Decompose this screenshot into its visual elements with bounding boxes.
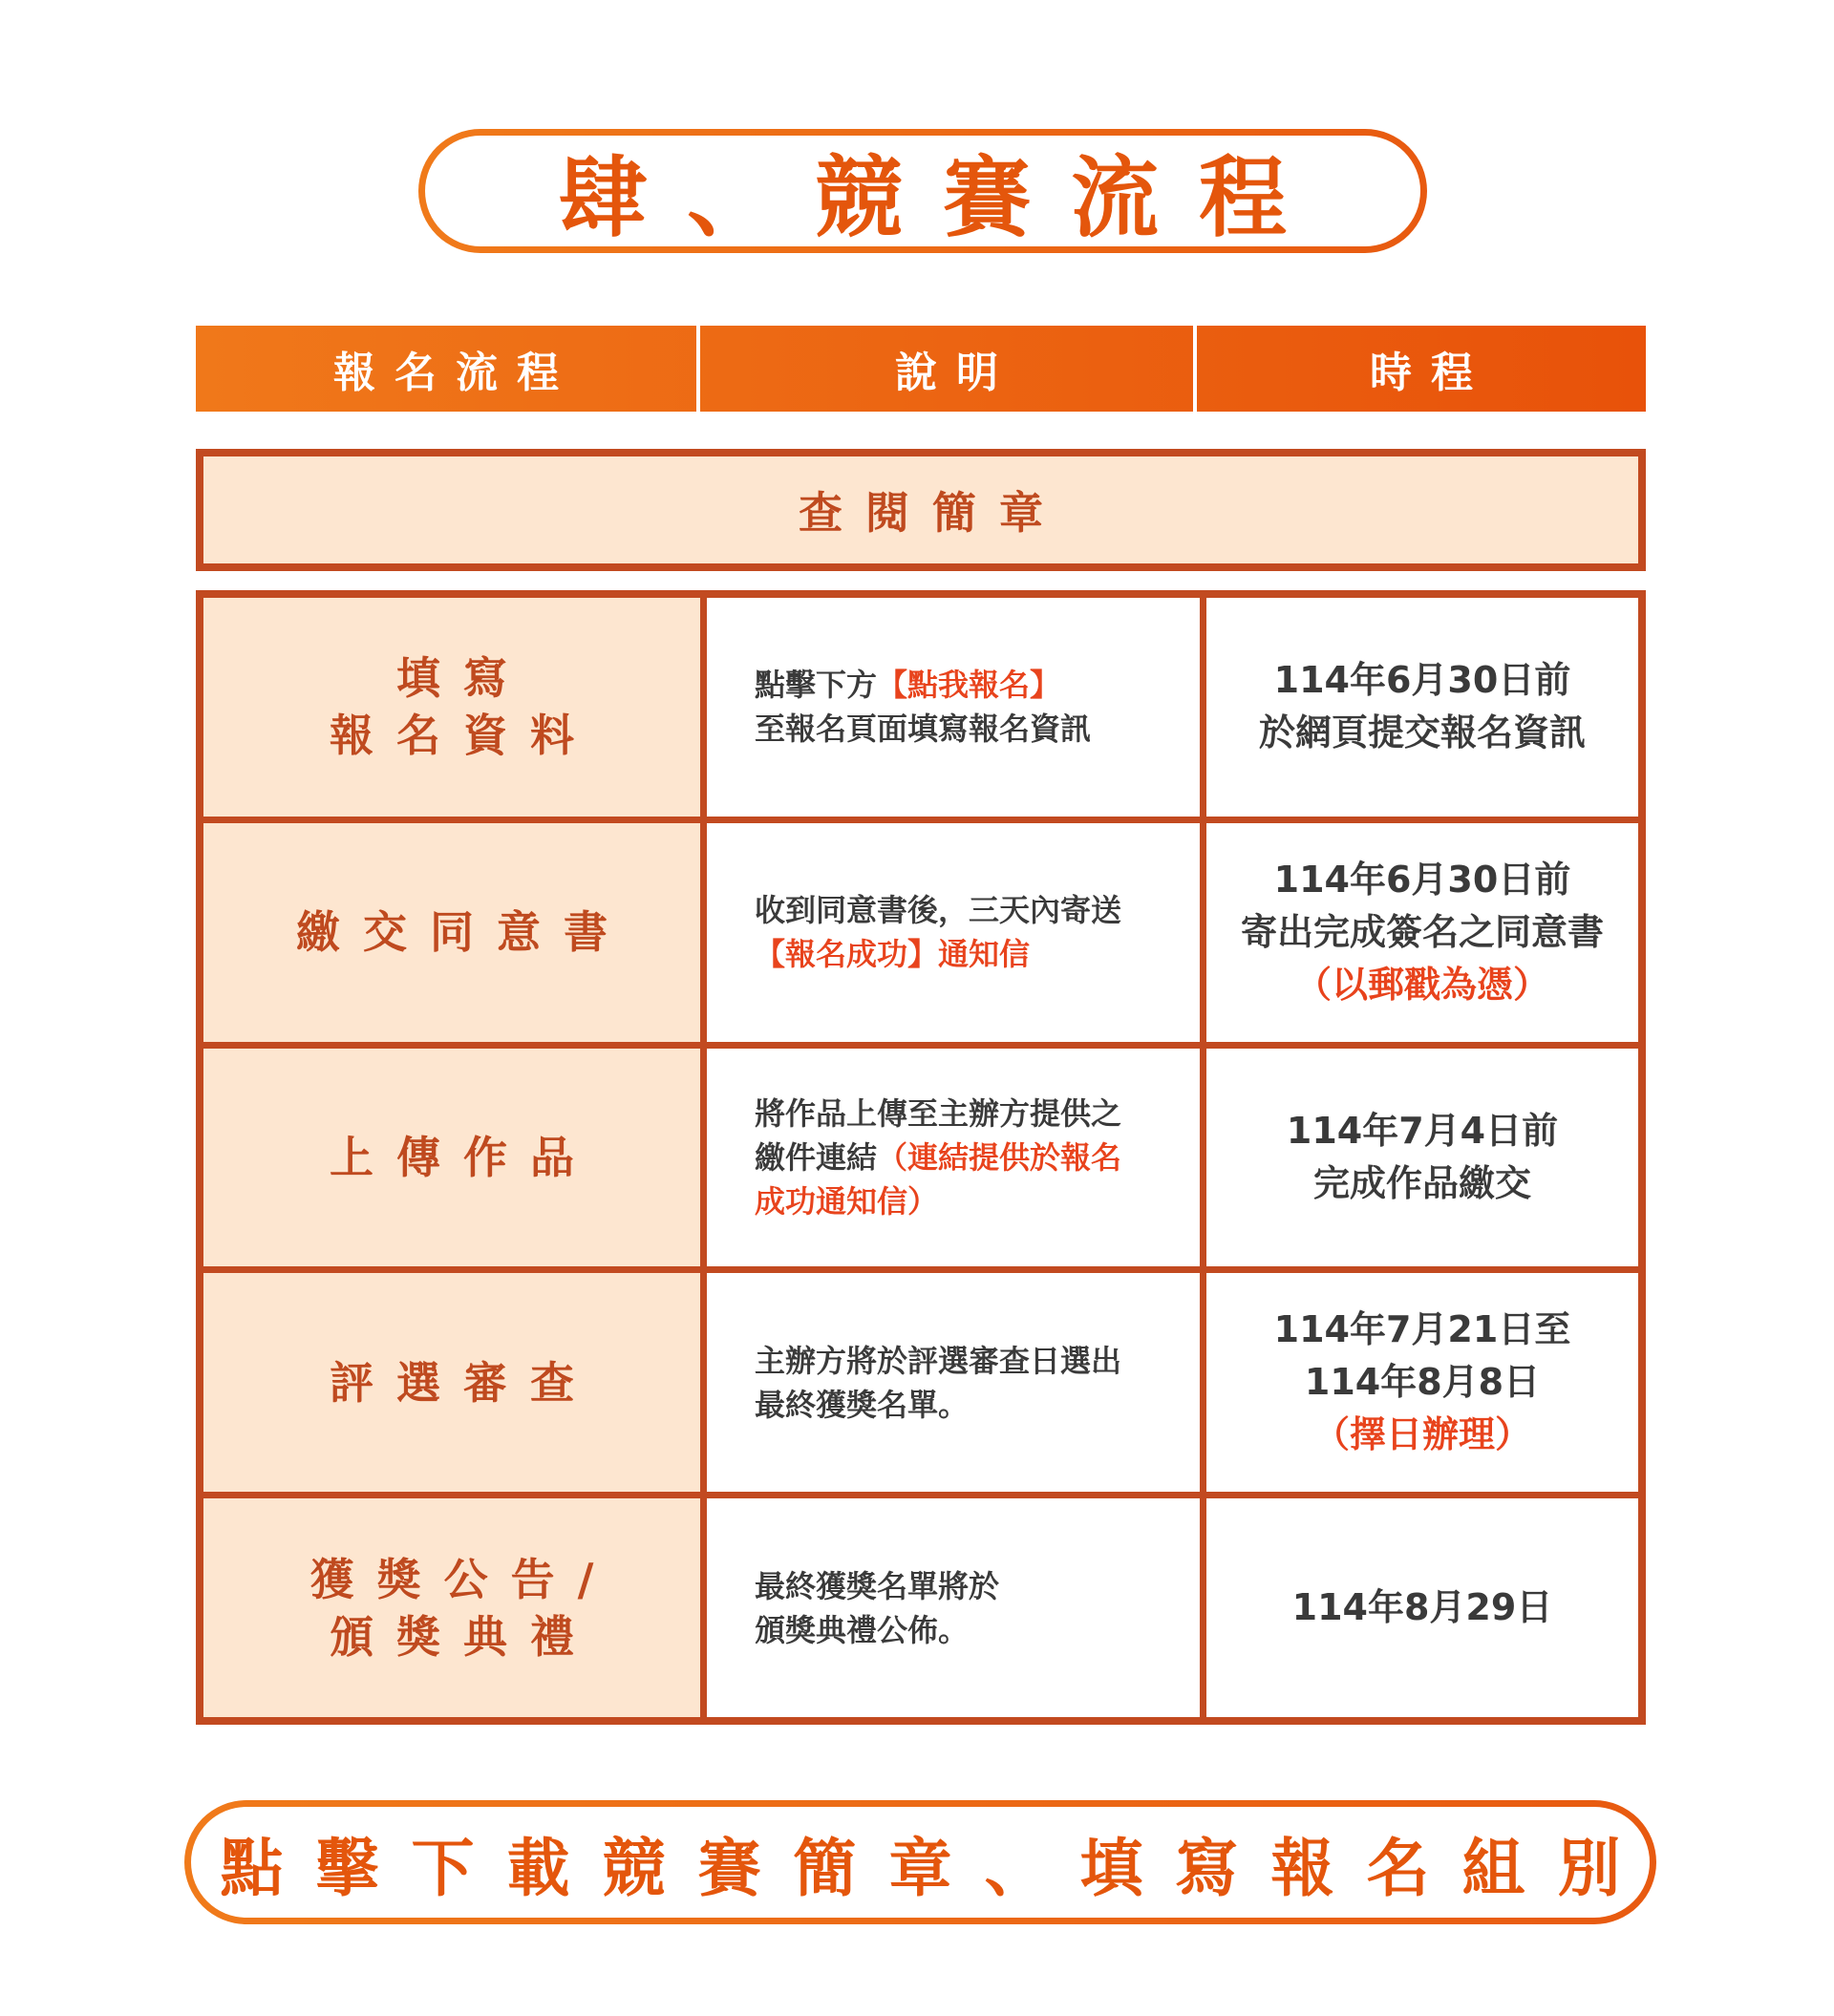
time-cell-award: 114年8月29日 <box>1206 1498 1638 1717</box>
time-cell-upload: 114年7月4日前 完成作品繳交 <box>1206 1049 1638 1267</box>
step-cell-award: 獲獎公告/ 頒獎典禮 <box>203 1498 700 1717</box>
review-guidelines-label: 查閱簡章 <box>799 487 1066 539</box>
step-cell-consent: 繳交同意書 <box>203 823 700 1042</box>
desc-cell-upload: 將作品上傳至主辦方提供之 繳件連結（連結提供於報名 成功通知信） <box>707 1049 1200 1267</box>
process-table <box>196 590 1646 1725</box>
time-cell-consent: 114年6月30日前 寄出完成簽名之同意書 （以郵戳為憑） <box>1206 823 1638 1042</box>
section-title: 肆、競賽流程 <box>558 147 1327 249</box>
step-cell-upload: 上傳作品 <box>203 1049 700 1267</box>
step-cell-review: 評選審查 <box>203 1273 700 1492</box>
review-guidelines-box <box>196 449 1646 571</box>
time-cell-fill-form: 114年6月30日前 於網頁提交報名資訊 <box>1206 598 1638 817</box>
table-header <box>196 326 1646 412</box>
section-title-pill <box>418 129 1427 253</box>
desc-cell-fill-form: 點擊下方【點我報名】 至報名頁面填寫報名資訊 <box>707 598 1200 817</box>
download-guidelines-label: 點擊下載競賽簡章、填寫報名組別 <box>220 1831 1653 1905</box>
time-cell-review: 114年7月21日至 114年8月8日 （擇日辦理） <box>1206 1273 1638 1492</box>
header-schedule: 時程 <box>1370 349 1492 397</box>
desc-cell-award: 最終獲獎名單將於 頒獎典禮公佈。 <box>707 1498 1200 1717</box>
header-step: 報名流程 <box>196 326 700 412</box>
step-cell-fill-form: 填寫 報名資料 <box>203 598 700 817</box>
desc-cell-review: 主辦方將於評選審查日選出 最終獲獎名單。 <box>707 1273 1200 1492</box>
download-guidelines-button[interactable] <box>184 1800 1656 1924</box>
desc-cell-consent: 收到同意書後，三天內寄送 【報名成功】通知信 <box>707 823 1200 1042</box>
header-description: 說明 <box>700 326 1197 412</box>
register-link-text: 【點我報名】 <box>877 667 1061 704</box>
